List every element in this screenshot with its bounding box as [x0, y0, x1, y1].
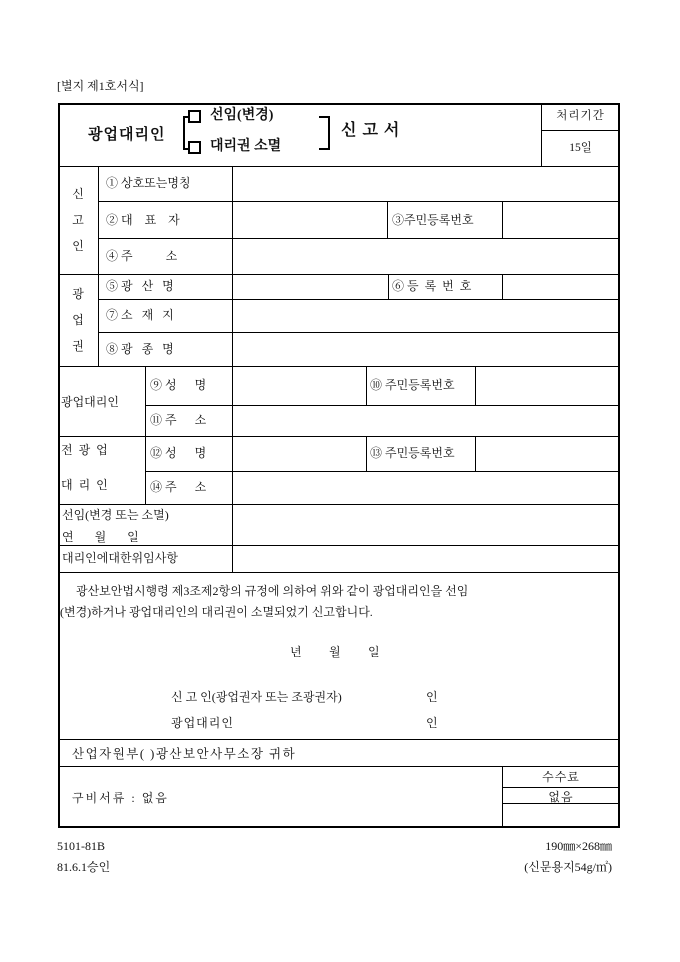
required-documents: 구비서류 : 없음 — [72, 791, 169, 805]
processing-period-label: 처리기간 — [556, 110, 605, 122]
field-agent-rrn[interactable] — [475, 366, 620, 405]
date-year-label: 년 — [290, 645, 302, 659]
label-mineral-name: ⑧ 광 종 명 — [106, 342, 174, 356]
grid-line — [98, 166, 99, 366]
section-former-agent-line2: 대 리 인 — [61, 478, 108, 492]
fee-value: 없음 — [548, 790, 574, 804]
label-mine-name: ⑤ 광 산 명 — [106, 279, 174, 293]
appointment-checkbox[interactable] — [188, 110, 201, 123]
option-appointment-label: 선임(변경) — [210, 108, 274, 123]
processing-period-value: 15일 — [569, 142, 592, 154]
section-agent: 광업대리인 — [61, 395, 119, 409]
label-appointment-date-line1: 선임(변경 또는 소멸) — [62, 508, 169, 522]
label-agent-rrn: ⑩ 주민등록번호 — [370, 378, 455, 392]
grid-line — [58, 766, 620, 767]
form-title-prefix: 광업대리인 — [88, 127, 166, 143]
recipient-line: 산업자원부( )광산보안사무소장 귀하 — [72, 747, 297, 761]
footer-paper-type: (신문용지54g/㎡) — [524, 860, 612, 874]
field-rep-rrn[interactable] — [502, 201, 620, 238]
date-day-label: 일 — [368, 645, 380, 659]
signer2-label: 광업대리인 — [171, 716, 234, 730]
label-applicant-address: ④ 주 소 — [106, 249, 178, 263]
extinction-checkbox[interactable] — [188, 141, 201, 154]
label-former-address: ⑭ 주 소 — [150, 480, 207, 494]
label-location: ⑦ 소 재 지 — [106, 308, 174, 322]
fee-label: 수수료 — [542, 770, 580, 784]
field-agent-address[interactable] — [232, 405, 620, 436]
field-former-address[interactable] — [232, 471, 620, 504]
label-agent-address: ⑪ 주 소 — [150, 413, 207, 427]
grid-line — [58, 572, 620, 573]
label-representative: ② 대 표 자 — [106, 213, 180, 227]
date-month-label: 월 — [329, 645, 341, 659]
footer-form-number: 5101-81B — [57, 839, 105, 853]
grid-line — [388, 274, 389, 299]
field-registration-no[interactable] — [502, 274, 620, 299]
section-former-agent-line1: 전 광 업 — [61, 443, 108, 457]
field-location[interactable] — [232, 299, 620, 332]
field-applicant-address[interactable] — [232, 238, 620, 274]
footer-approval: 81.6.1승인 — [57, 860, 111, 874]
field-former-name[interactable] — [232, 436, 366, 471]
grid-line — [502, 787, 620, 788]
grid-line — [366, 366, 367, 405]
form-note: [별지 제1호서식] — [57, 79, 144, 93]
section-mining-right: 광업권 — [72, 287, 84, 353]
label-agent-name: ⑨ 성 명 — [150, 378, 207, 392]
field-representative[interactable] — [232, 201, 387, 238]
label-former-rrn: ⑬ 주민등록번호 — [370, 446, 455, 460]
grid-line — [541, 130, 620, 131]
label-appointment-date-line2: 연 월 일 — [62, 530, 139, 544]
declaration-line2: (변경)하거나 광업대리인의 대리권이 소멸되었기 신고합니다. — [60, 605, 373, 619]
signer2-seal: 인 — [426, 716, 438, 730]
grid-line — [58, 739, 620, 740]
label-rep-rrn: ③주민등록번호 — [392, 213, 474, 227]
field-appointment-date[interactable] — [232, 504, 620, 545]
signer1-label: 신 고 인(광업권자 또는 조광권자) — [171, 690, 342, 704]
grid-line — [145, 366, 146, 504]
field-delegation[interactable] — [232, 545, 620, 572]
field-mineral-name[interactable] — [232, 332, 620, 366]
footer-paper-size: 190㎜×268㎜ — [545, 839, 612, 853]
field-mine-name[interactable] — [232, 274, 388, 299]
label-delegation: 대리인에대한위임사항 — [62, 551, 178, 565]
grid-line — [387, 201, 388, 238]
bracket-right — [319, 116, 330, 150]
signer1-seal: 인 — [426, 690, 438, 704]
field-agent-name[interactable] — [232, 366, 366, 405]
field-former-rrn[interactable] — [475, 436, 620, 471]
label-former-name: ⑫ 성 명 — [150, 446, 207, 460]
option-extinction-label: 대리권 소멸 — [210, 139, 282, 154]
section-applicant: 신고인 — [72, 187, 84, 253]
field-company-name[interactable] — [232, 166, 620, 201]
declaration-line1: 광산보안법시행령 제3조제2항의 규정에 의하여 위와 같이 광업대리인을 선임 — [76, 584, 469, 598]
label-company-name: ① 상호또는명칭 — [106, 176, 191, 190]
label-registration-no: ⑥ 등 록 번 호 — [392, 279, 472, 293]
grid-line — [366, 436, 367, 471]
form-title-suffix: 신고서 — [341, 122, 406, 139]
